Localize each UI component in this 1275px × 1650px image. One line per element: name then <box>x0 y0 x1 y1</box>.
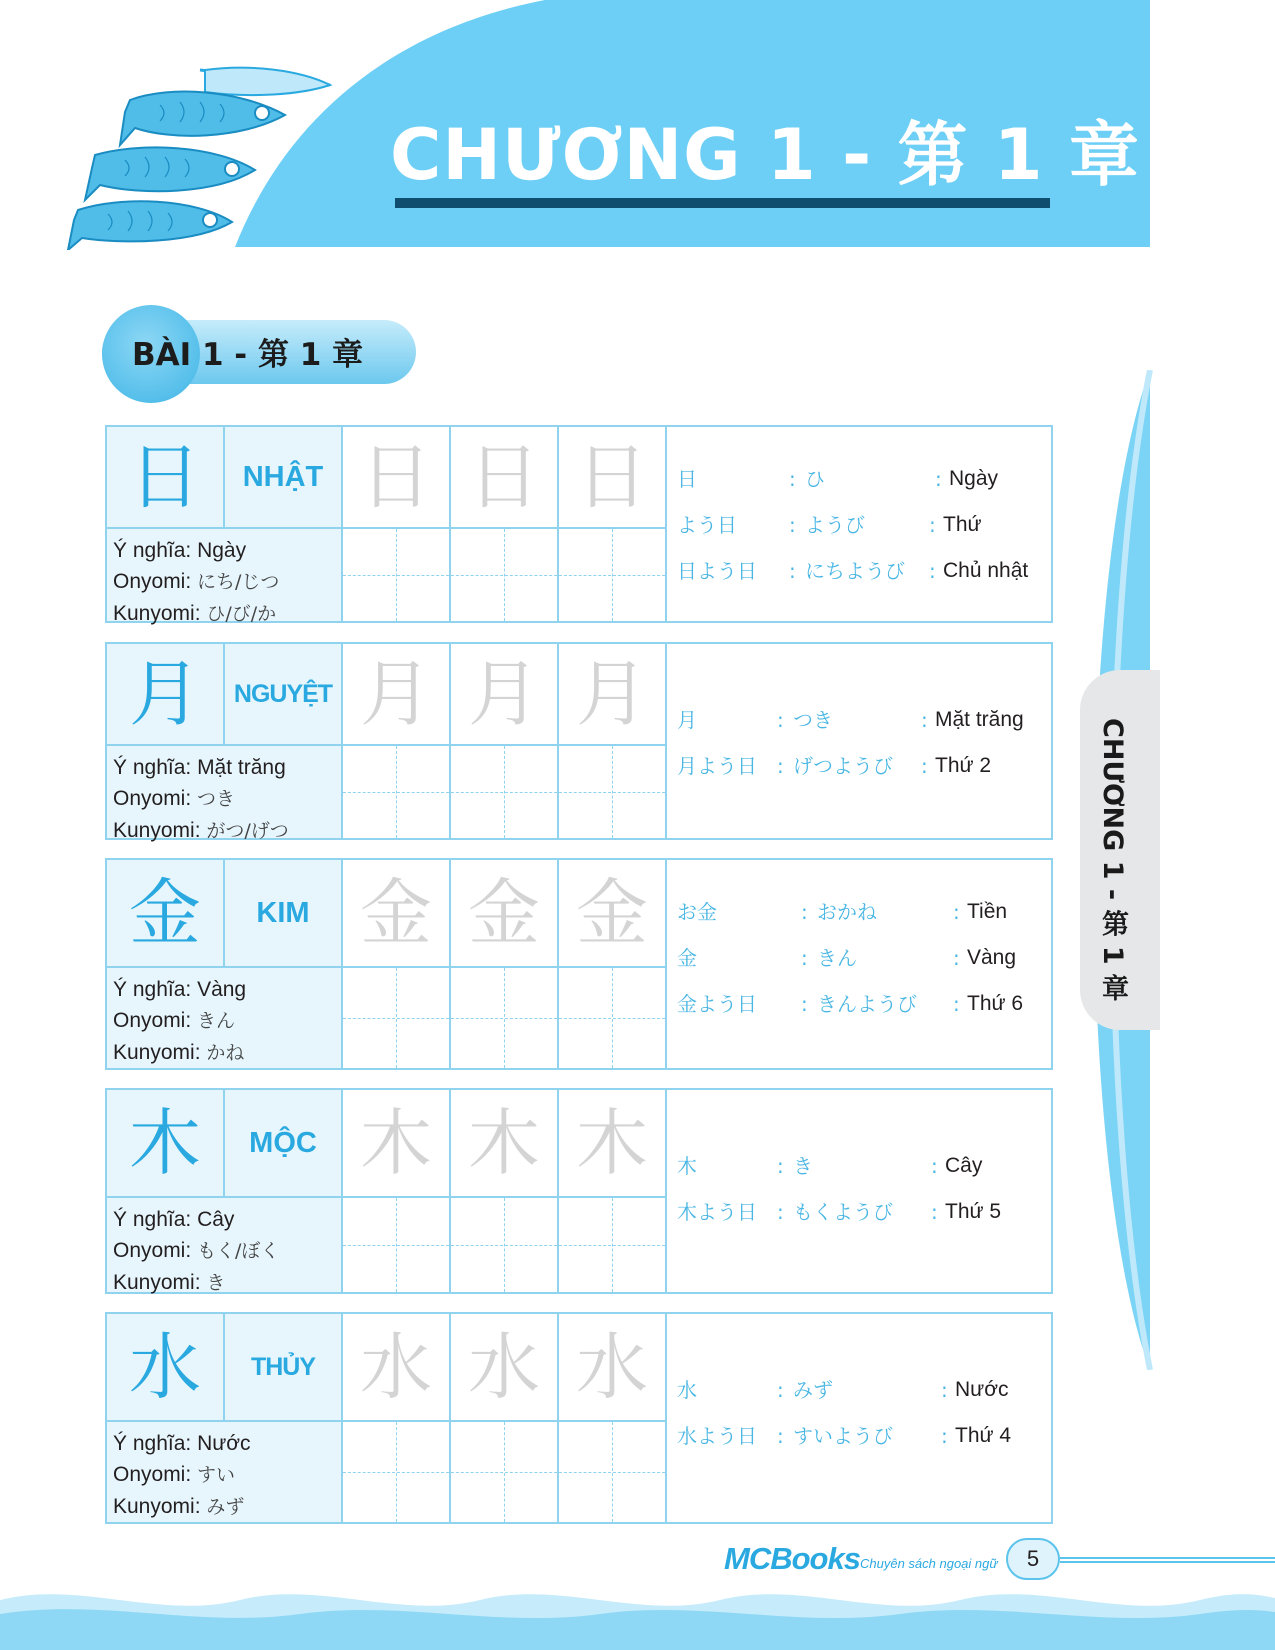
kanji-info <box>107 746 343 842</box>
practice-cell[interactable] <box>451 968 559 1068</box>
kanji-sino-name: KIM <box>225 860 343 968</box>
trace-cell: 日 <box>451 427 559 529</box>
kanji-info <box>107 529 343 625</box>
practice-cell[interactable] <box>559 746 667 838</box>
trace-cell: 日 <box>343 427 451 529</box>
onyomi-line: Onyomi: きん <box>113 1009 236 1032</box>
kanji-sino-name: MỘC <box>225 1090 343 1198</box>
practice-cell[interactable] <box>559 968 667 1068</box>
trace-cell: 木 <box>559 1090 667 1198</box>
practice-cell[interactable] <box>559 1422 667 1522</box>
chapter-title: CHƯƠNG 1 - 第 1 章 <box>390 114 1140 196</box>
practice-cell[interactable] <box>451 529 559 621</box>
publisher-logo: MCBooks <box>724 1541 860 1576</box>
kanji-block-thuy <box>105 1312 1053 1524</box>
kanji-block-nhat <box>105 425 1053 623</box>
practice-cell[interactable] <box>343 1198 451 1292</box>
kanji-character: 木 <box>107 1090 225 1198</box>
trace-cell: 木 <box>451 1090 559 1198</box>
vocab-panel: 水 : みず : Nước 水よう日 : すいようび : Thứ 4 <box>677 1378 1012 1448</box>
kanji-sino-name: THỦY <box>225 1314 343 1422</box>
kanji-info <box>107 1422 343 1522</box>
practice-cell[interactable] <box>451 746 559 838</box>
kanji-character: 水 <box>107 1314 225 1422</box>
kanji-character: 日 <box>107 427 225 529</box>
meaning-line: Ý nghĩa: Vàng <box>113 978 247 1001</box>
practice-cell[interactable] <box>559 529 667 621</box>
practice-cell[interactable] <box>343 746 451 838</box>
footer-line <box>1060 1557 1275 1563</box>
meaning-line: Ý nghĩa: Cây <box>113 1208 235 1231</box>
practice-cell[interactable] <box>343 968 451 1068</box>
kunyomi-line: Kunyomi: がつ/げつ <box>113 819 289 842</box>
kanji-sino-name: NGUYỆT <box>225 644 343 746</box>
onyomi-line: Onyomi: すい <box>113 1463 236 1486</box>
kanji-character: 月 <box>107 644 225 746</box>
publisher-tagline: Chuyên sách ngoại ngữ <box>860 1556 998 1571</box>
trace-cell: 水 <box>559 1314 667 1422</box>
vocab-panel: 月 : つき : Mặt trăng 月よう日 : げつようび : Thứ 2 <box>677 708 1024 778</box>
title-underline <box>395 198 1050 208</box>
onyomi-line: Onyomi: にち/じつ <box>113 570 280 593</box>
trace-cell: 木 <box>343 1090 451 1198</box>
kanji-character: 金 <box>107 860 225 968</box>
kanji-info <box>107 1198 343 1292</box>
kanji-block-moc <box>105 1088 1053 1294</box>
practice-cell[interactable] <box>343 1422 451 1522</box>
kunyomi-line: Kunyomi: き <box>113 1271 226 1294</box>
trace-cell: 月 <box>559 644 667 746</box>
kanji-block-nguyet <box>105 642 1053 840</box>
vocab-panel: 日 : ひ : Ngày よう日 : ようび : Thứ 日よう日 : にちようび : Chủ nhật <box>677 467 1029 583</box>
meaning-line: Ý nghĩa: Ngày <box>113 539 247 562</box>
practice-cell[interactable] <box>451 1198 559 1292</box>
kunyomi-line: Kunyomi: かね <box>113 1041 245 1064</box>
kanji-block-kim <box>105 858 1053 1070</box>
onyomi-line: Onyomi: つき <box>113 787 236 810</box>
trace-cell: 金 <box>559 860 667 968</box>
vocab-panel: 木 : き : Cây 木よう日 : もくようび : Thứ 5 <box>677 1154 1002 1224</box>
practice-cell[interactable] <box>343 529 451 621</box>
trace-cell: 金 <box>343 860 451 968</box>
meaning-line: Ý nghĩa: Nước <box>113 1432 251 1455</box>
trace-cell: 水 <box>451 1314 559 1422</box>
kanji-sino-name: NHẬT <box>225 427 343 529</box>
practice-cell[interactable] <box>559 1198 667 1292</box>
kunyomi-line: Kunyomi: みず <box>113 1495 245 1518</box>
page-number: 5 <box>1006 1538 1060 1580</box>
meaning-line: Ý nghĩa: Mặt trăng <box>113 756 286 779</box>
trace-cell: 金 <box>451 860 559 968</box>
trace-cell: 月 <box>451 644 559 746</box>
onyomi-line: Onyomi: もく/ぼく <box>113 1239 280 1262</box>
trace-cell: 月 <box>343 644 451 746</box>
chapter-side-tab-label: CHƯƠNG 1 - 第 1 章 <box>1097 718 1128 1002</box>
vocab-panel: お金 : おかね : Tiền 金 : きん : Vàng 金よう日 : きんようび : Thứ 6 <box>677 900 1024 1016</box>
lesson-title: BÀI 1 - 第 1 章 <box>132 337 364 373</box>
kunyomi-line: Kunyomi: ひ/び/か <box>113 602 277 625</box>
trace-cell: 日 <box>559 427 667 529</box>
footer-wave <box>0 1580 1275 1650</box>
kanji-info <box>107 968 343 1068</box>
practice-cell[interactable] <box>451 1422 559 1522</box>
trace-cell: 水 <box>343 1314 451 1422</box>
